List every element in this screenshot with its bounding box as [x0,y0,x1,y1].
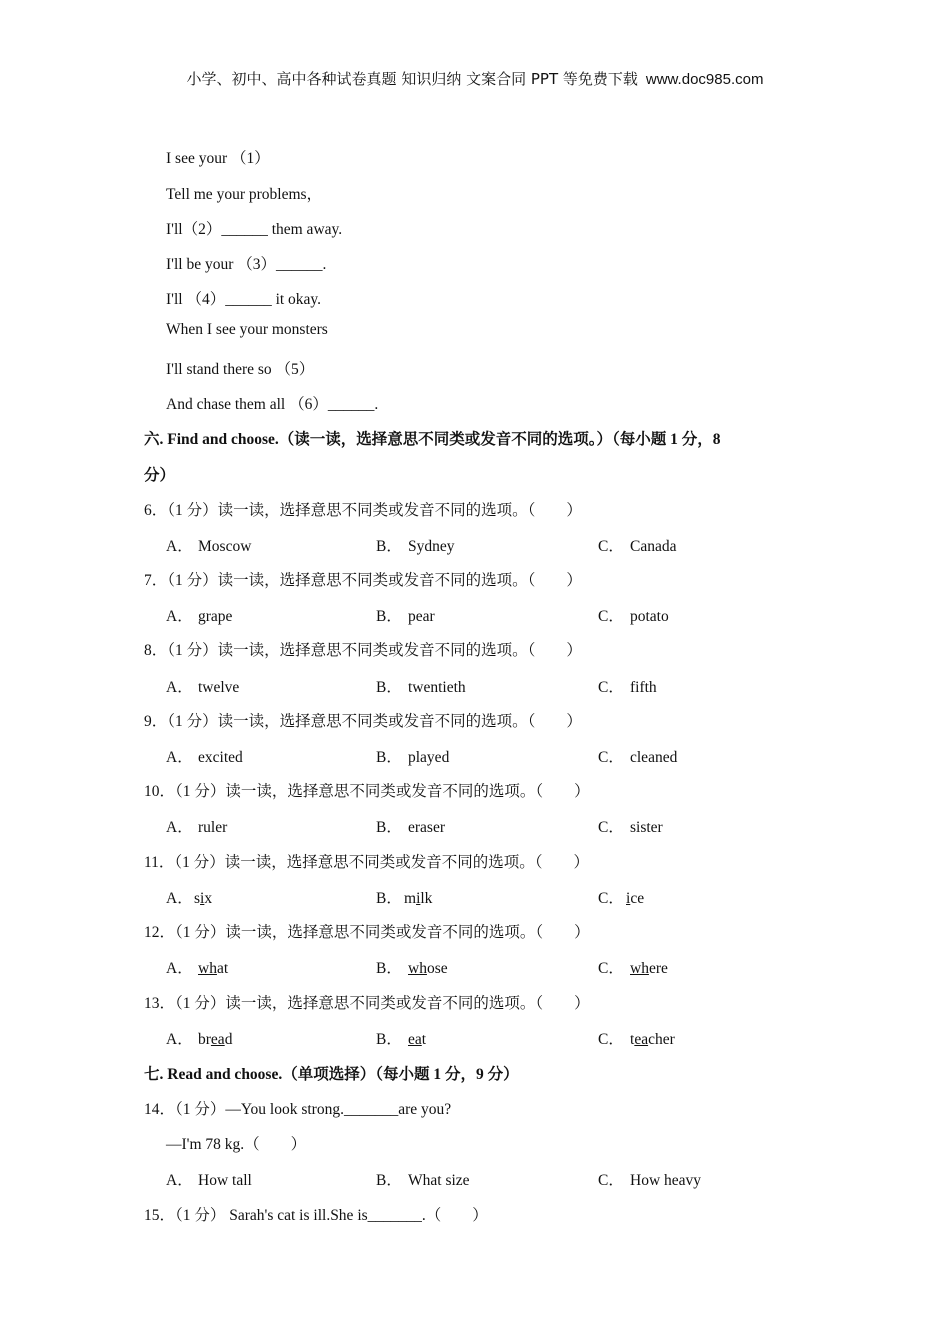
question-6-option-c[interactable]: C． Canada [598,538,677,555]
question-12-option-a[interactable]: A． what [166,960,229,977]
question-9-stem: 9．（1 分）读一读，选择意思不同类或发音不同的选项。（ ） [144,713,582,730]
question-7-option-c[interactable]: C． potato [598,608,669,625]
question-10-option-c[interactable]: C． sister [598,819,663,836]
header-text: 小学、初中、高中各种试卷真题 知识归纳 文案合同 PPT 等免费下载 [186,70,638,88]
section-6-title-cont: 分） [144,467,176,484]
question-8-option-b[interactable]: B． twentieth [376,679,466,696]
poem-line: When I see your monsters [166,321,328,338]
question-15-stem: 15．（1 分） Sarah's cat is ill.She is_______.（ ） [144,1207,488,1224]
header-url[interactable]: www.doc985.com [645,71,764,88]
question-8-option-a[interactable]: A． twelve [166,679,240,696]
poem-line: I'll（2）______ them away. [166,221,343,238]
question-11-option-b[interactable]: B． milk [376,890,433,907]
section-6-title: 六. Find and choose.（读一读，选择意思不同类或发音不同的选项。）（每小题 1 分，8 [144,431,721,448]
question-13-option-a[interactable]: A． bread [166,1031,233,1048]
question-13-stem: 13．（1 分）读一读，选择意思不同类或发音不同的选项。（ ） [144,995,590,1012]
question-14-stem: 14．（1 分）—You look strong._______are you? [144,1101,452,1118]
poem-line: I'll be your （3）______. [166,256,327,273]
question-8-stem: 8．（1 分）读一读，选择意思不同类或发音不同的选项。（ ） [144,642,582,659]
question-7-option-a[interactable]: A． grape [166,608,233,625]
question-14-option-c[interactable]: C． How heavy [598,1172,702,1189]
question-9-option-a[interactable]: A． excited [166,749,243,766]
question-13-option-b[interactable]: B． eat [376,1031,427,1048]
question-6-option-b[interactable]: B． Sydney [376,538,455,555]
section-7-title: 七. Read and choose.（单项选择）（每小题 1 分，9 分） [144,1066,519,1083]
question-10-stem: 10．（1 分）读一读，选择意思不同类或发音不同的选项。（ ） [144,783,590,800]
poem-line: I'll stand there so （5） [166,361,315,378]
poem-line: Tell me your problems， [166,186,323,203]
question-7-stem: 7．（1 分）读一读，选择意思不同类或发音不同的选项。（ ） [144,572,582,589]
question-14-option-a[interactable]: A． How tall [166,1172,252,1189]
question-13-option-c[interactable]: C． teacher [598,1031,675,1048]
question-14-option-b[interactable]: B． What size [376,1172,470,1189]
question-12-stem: 12．（1 分）读一读，选择意思不同类或发音不同的选项。（ ） [144,924,590,941]
question-8-option-c[interactable]: C． fifth [598,679,657,696]
poem-line: I see your （1） [166,150,270,167]
question-11-option-a[interactable]: A．six [166,890,213,907]
question-10-option-a[interactable]: A． ruler [166,819,228,836]
question-7-option-b[interactable]: B． pear [376,608,435,625]
question-14-response: —I'm 78 kg.（ ） [166,1136,307,1153]
question-9-option-b[interactable]: B． played [376,749,450,766]
question-9-option-c[interactable]: C． cleaned [598,749,678,766]
question-11-option-c[interactable]: C． ice [598,890,645,907]
question-11-stem: 11．（1 分）读一读，选择意思不同类或发音不同的选项。（ ） [144,854,590,871]
poem-line: I'll （4）______ it okay. [166,291,322,308]
question-12-option-b[interactable]: B． whose [376,960,448,977]
poem-line: And chase them all （6）______. [166,396,379,413]
question-10-option-b[interactable]: B． eraser [376,819,445,836]
question-6-option-a[interactable]: A． Moscow [166,538,252,555]
question-12-option-c[interactable]: C． where [598,960,668,977]
question-6-stem: 6．（1 分）读一读，选择意思不同类或发音不同的选项。（ ） [144,502,582,519]
page-header [0,68,950,89]
